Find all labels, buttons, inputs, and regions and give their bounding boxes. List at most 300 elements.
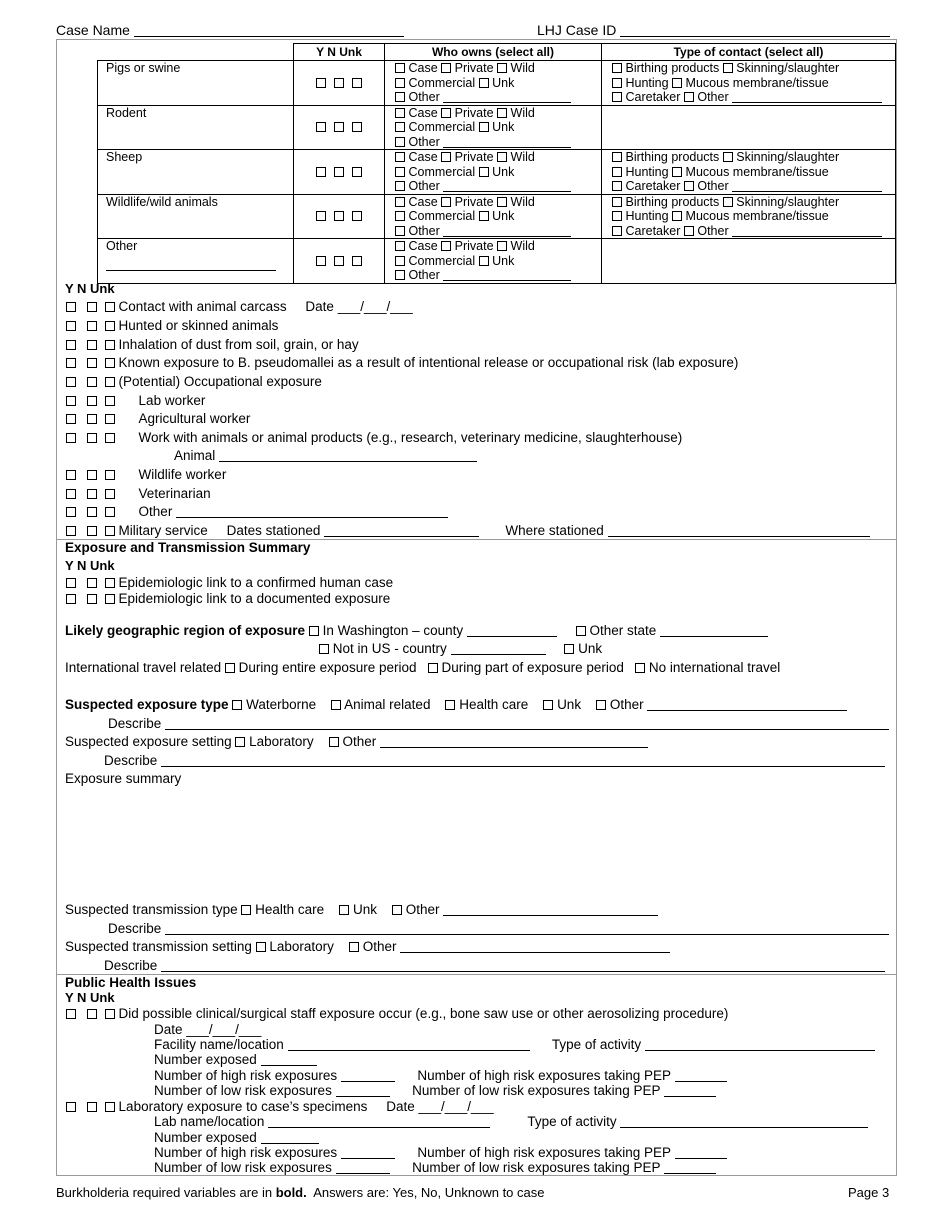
exposure-hunted-row [66,318,278,333]
owner-private-label: Private [454,239,494,253]
high-risk-pep-input[interactable] [675,1069,727,1082]
table-row [98,61,896,106]
no-checkbox[interactable] [334,167,344,177]
unk-checkbox[interactable] [105,302,115,312]
owner-unk-checkbox[interactable] [479,256,489,266]
type-describe-input[interactable] [165,717,889,730]
owner-private-checkbox[interactable] [441,241,451,251]
table-row [98,105,896,150]
unk-checkbox[interactable] [352,78,362,88]
owner-private-label: Private [454,194,494,209]
owner-other-input[interactable] [443,181,571,192]
no-checkbox[interactable] [87,470,97,480]
setting-lab-label: Laboratory [249,734,314,749]
unk-checkbox[interactable] [105,578,115,588]
trans-setting-label: Suspected transmission setting [65,939,252,954]
page-number: Page 3 [848,1185,890,1200]
yes-checkbox[interactable] [66,358,76,368]
occupational-label: (Potential) Occupational exposure [118,374,322,389]
epi-human-label: Epidemiologic link to a confirmed human case [118,575,394,590]
owner-case-checkbox[interactable] [395,152,405,162]
owner-commercial-checkbox[interactable] [395,211,405,221]
trans-health-care-checkbox[interactable] [241,905,251,915]
trans-setting-other-input[interactable] [400,940,670,953]
no-checkbox[interactable] [87,321,97,331]
exposure-occupational-row [66,374,322,389]
owner-case-checkbox[interactable] [395,63,405,73]
contact-birthing-checkbox[interactable] [612,152,622,162]
unk-checkbox[interactable] [105,1102,115,1112]
owner-unk-label: Unk [492,164,515,179]
yes-checkbox[interactable] [66,414,76,424]
owner-private-checkbox[interactable] [441,63,451,73]
unk-checkbox[interactable] [105,414,115,424]
intl-none-label: No international travel [648,660,781,675]
facility-row [154,1037,875,1052]
unk-checkbox[interactable] [105,526,115,536]
owner-other-checkbox[interactable] [395,92,405,102]
describe-label: Describe [104,958,158,973]
owner-wild-checkbox[interactable] [497,197,507,207]
susp-exposure-type-row [65,697,847,712]
date-input[interactable]: ___/___/___ [418,1099,494,1114]
contact-birthing-checkbox[interactable] [612,63,622,73]
contact-type-col-header: Type of contact (select all) [602,44,896,61]
table-row [98,194,896,239]
no-checkbox[interactable] [87,489,97,499]
trans-setting-describe-row [104,958,885,973]
number-exposed-label: Number exposed [154,1052,257,1067]
military-label: Military service [118,523,208,538]
describe-label: Describe [108,716,162,731]
yes-checkbox[interactable] [66,340,76,350]
no-checkbox[interactable] [334,211,344,221]
contact-hunting-label: Hunting [625,164,669,179]
activity-input[interactable] [620,1115,868,1128]
owner-wild-checkbox[interactable] [497,241,507,251]
contact-other-checkbox[interactable] [684,92,694,102]
low-risk-pep-label: Number of low risk exposures taking PEP [412,1083,661,1098]
unk-checkbox[interactable] [105,321,115,331]
work-animals-label: Work with animals or animal products (e.g., research, veterinary medicine, slaughterhouse) [138,430,683,445]
high-risk-pep-label: Number of high risk exposures taking PEP [417,1068,671,1083]
trans-lab-checkbox[interactable] [256,942,266,952]
dates-stationed-input[interactable] [324,524,479,537]
yes-checkbox[interactable] [66,578,76,588]
unk-checkbox[interactable] [352,167,362,177]
unk-checkbox[interactable] [105,489,115,499]
unk-checkbox[interactable] [352,256,362,266]
owner-unk-label: Unk [492,120,515,134]
type-unk-checkbox[interactable] [543,700,553,710]
high-risk-pep-input[interactable] [675,1146,727,1159]
contact-caretaker-label: Caretaker [625,90,681,104]
owner-commercial-checkbox[interactable] [395,122,405,132]
number-exposed-row [154,1052,317,1067]
yes-checkbox[interactable] [66,489,76,499]
owner-other-input[interactable] [443,226,571,237]
contact-birthing-label: Birthing products [625,194,720,209]
date-input[interactable]: ___/___/___ [186,1022,262,1037]
yes-checkbox[interactable] [316,211,326,221]
trans-other-input[interactable] [443,903,658,916]
owner-options [385,150,602,195]
owner-other-label: Other [408,223,440,238]
owner-other-label: Other [408,90,440,104]
activity-label: Type of activity [551,1037,642,1052]
no-checkbox[interactable] [87,507,97,517]
type-other-checkbox[interactable] [596,700,606,710]
geo-region-row-2 [319,641,602,656]
animal-field [174,448,477,463]
low-risk-label: Number of low risk exposures [154,1083,332,1098]
animal-name: Rodent [98,105,294,150]
not-in-us-checkbox[interactable] [319,644,329,654]
low-risk-input[interactable] [336,1161,390,1174]
no-checkbox[interactable] [87,414,97,424]
exposure-summary-area[interactable] [65,790,885,898]
yes-checkbox[interactable] [316,256,326,266]
owner-unk-checkbox[interactable] [479,167,489,177]
contact-other-checkbox[interactable] [684,226,694,236]
health-care-label: Health care [459,697,529,712]
yes-checkbox[interactable] [66,377,76,387]
owner-unk-checkbox[interactable] [479,122,489,132]
intl-travel-row [65,660,780,675]
contact-caretaker-checkbox[interactable] [612,92,622,102]
no-checkbox[interactable] [87,433,97,443]
facility-input[interactable] [288,1038,530,1051]
date-input[interactable]: ___/___/___ [337,299,413,314]
contact-mucous-label: Mucous membrane/tissue [685,164,829,179]
trans-setting-other-checkbox[interactable] [349,942,359,952]
lab-worker-label: Lab worker [138,393,206,408]
owner-options [385,61,602,106]
summary-title: Exposure and Transmission Summary [65,540,311,555]
lab-exposure-row [66,1099,494,1114]
owner-wild-checkbox[interactable] [497,108,507,118]
owner-private-checkbox[interactable] [441,108,451,118]
known-exposure-label: Known exposure to B. pseudomallei as a result of intentional release or occupational risk (lab exposure) [118,355,739,370]
susp-setting-row [65,734,648,749]
yes-checkbox[interactable] [316,167,326,177]
trans-unk-checkbox[interactable] [339,905,349,915]
trans-type-row [65,902,658,917]
owner-case-checkbox[interactable] [395,241,405,251]
unk-checkbox[interactable] [105,433,115,443]
military-row [66,523,870,538]
exposure-summary-label: Exposure summary [65,771,182,786]
occupation-wildlife-row [66,467,226,482]
yes-checkbox[interactable] [66,321,76,331]
not-in-us-label: Not in US - country [332,641,447,656]
lhj-case-id-label: LHJ Case ID [537,22,617,38]
occupation-other-input[interactable] [176,505,448,518]
footer-note-post: Answers are: Yes, No, Unknown to case [313,1185,545,1200]
owner-case-checkbox[interactable] [395,108,405,118]
unk-checkbox[interactable] [105,507,115,517]
contact-hunting-checkbox[interactable] [612,167,622,177]
waterborne-label: Waterborne [246,697,317,712]
type-describe-row [108,716,889,731]
owner-other-input[interactable] [443,270,571,281]
owner-case-checkbox[interactable] [395,197,405,207]
owner-unk-label: Unk [492,253,515,268]
low-risk-pep-input[interactable] [664,1084,716,1097]
yes-checkbox[interactable] [66,396,76,406]
yes-checkbox[interactable] [66,1009,76,1019]
contact-caretaker-checkbox[interactable] [612,226,622,236]
unk-checkbox[interactable] [105,396,115,406]
unk-checkbox[interactable] [105,470,115,480]
contact-caretaker-label: Caretaker [625,223,681,238]
owner-wild-checkbox[interactable] [497,152,507,162]
trans-other-checkbox[interactable] [392,905,402,915]
owner-commercial-checkbox[interactable] [395,167,405,177]
geo-unk-checkbox[interactable] [564,644,574,654]
yes-checkbox[interactable] [66,507,76,517]
yes-checkbox[interactable] [66,470,76,480]
contact-other-checkbox[interactable] [684,181,694,191]
trans-setting-describe-input[interactable] [161,959,885,972]
no-checkbox[interactable] [87,1009,97,1019]
date-label: Date [154,1022,183,1037]
occupation-vet-row [66,486,211,501]
in-wa-label: In Washington – county [322,623,464,638]
exposure-carcass-row [66,299,413,314]
contact-mucous-checkbox[interactable] [672,167,682,177]
no-checkbox[interactable] [87,594,97,604]
staff-exposure-row [66,1006,728,1021]
occupation-lab-row [66,393,205,408]
susp-type-label: Suspected exposure type [65,697,229,712]
contact-skinning-checkbox[interactable] [723,63,733,73]
unk-checkbox[interactable] [105,358,115,368]
no-checkbox[interactable] [87,302,97,312]
owner-case-label: Case [408,194,438,209]
low-risk-input[interactable] [336,1084,390,1097]
intl-label: International travel related [65,660,222,675]
animal-label: Animal [174,448,216,463]
contact-mucous-checkbox[interactable] [672,211,682,221]
contact-caretaker-checkbox[interactable] [612,181,622,191]
no-checkbox[interactable] [87,377,97,387]
trans-setting-row [65,939,670,954]
inhalation-label: Inhalation of dust from soil, grain, or hay [118,337,359,352]
yes-checkbox[interactable] [66,1102,76,1112]
owner-unk-checkbox[interactable] [479,211,489,221]
staff-date-row [154,1022,261,1037]
unk-checkbox[interactable] [352,122,362,132]
lab-name-label: Lab name/location [154,1114,265,1129]
contact-hunting-checkbox[interactable] [612,78,622,88]
yes-checkbox[interactable] [66,594,76,604]
owner-private-label: Private [454,105,494,120]
setting-other-checkbox[interactable] [329,737,339,747]
occupation-other-row [66,504,448,519]
high-risk-input[interactable] [341,1069,395,1082]
owner-private-label: Private [454,61,494,75]
owner-private-checkbox[interactable] [441,152,451,162]
contact-hunting-label: Hunting [625,75,669,90]
no-checkbox[interactable] [334,256,344,266]
owner-wild-label: Wild [510,150,535,164]
in-wa-checkbox[interactable] [309,626,319,636]
contact-options [602,194,896,239]
case-name-input[interactable] [134,24,404,37]
no-checkbox[interactable] [87,340,97,350]
owner-wild-checkbox[interactable] [497,63,507,73]
intl-part-checkbox[interactable] [428,663,438,673]
carcass-label: Contact with animal carcass [118,299,287,314]
trans-other-label: Other [405,902,440,917]
exposure-known-row [66,355,738,370]
wildlife-worker-label: Wildlife worker [138,467,227,482]
contact-birthing-label: Birthing products [625,150,720,164]
no-checkbox[interactable] [87,578,97,588]
county-input[interactable] [467,624,557,637]
owner-commercial-label: Commercial [408,253,476,268]
owner-other-checkbox[interactable] [395,270,405,280]
date-label: Date [386,1099,415,1114]
contact-birthing-checkbox[interactable] [612,197,622,207]
owner-options [385,105,602,150]
contact-other-label: Other [697,223,729,238]
number-exposed-input[interactable] [261,1131,319,1144]
owner-private-checkbox[interactable] [441,197,451,207]
describe-label: Describe [104,753,158,768]
activity-label: Type of activity [527,1114,617,1129]
trans-lab-label: Laboratory [269,939,334,954]
owner-commercial-label: Commercial [408,164,476,179]
owner-unk-label: Unk [492,209,515,223]
ynu-header: Y N Unk [65,281,115,296]
waterborne-checkbox[interactable] [232,700,242,710]
owner-wild-label: Wild [510,194,535,209]
unk-checkbox[interactable] [105,377,115,387]
ynu-checkboxes [294,194,385,239]
high-risk-pep-label: Number of high risk exposures taking PEP [417,1145,671,1160]
other-state-input[interactable] [660,624,768,637]
ynu-col-header: Y N Unk [294,44,385,61]
hunted-label: Hunted or skinned animals [118,318,279,333]
contact-mucous-label: Mucous membrane/tissue [685,209,829,223]
animal-input[interactable] [219,449,477,462]
owner-other-input[interactable] [443,137,571,148]
owner-wild-label: Wild [510,239,535,253]
owner-other-checkbox[interactable] [395,137,405,147]
contact-other-label: Other [697,179,729,193]
table-row [98,239,896,284]
lhj-case-id-field[interactable] [537,22,890,38]
yes-checkbox[interactable] [316,78,326,88]
no-checkbox[interactable] [87,526,97,536]
contact-mucous-label: Mucous membrane/tissue [685,75,829,90]
intl-entire-checkbox[interactable] [225,663,235,673]
contact-hunting-checkbox[interactable] [612,211,622,221]
public-health-title: Public Health Issues [65,975,197,990]
where-stationed-input[interactable] [608,524,870,537]
low-risk-pep-input[interactable] [664,1161,716,1174]
unk-checkbox[interactable] [105,340,115,350]
other-state-checkbox[interactable] [576,626,586,636]
unk-checkbox[interactable] [105,1009,115,1019]
no-checkbox[interactable] [87,396,97,406]
high-risk-input[interactable] [341,1146,395,1159]
contact-other-input[interactable] [732,181,882,192]
ynu-checkboxes [294,105,385,150]
susp-setting-label: Suspected exposure setting [65,734,232,749]
animal-related-checkbox[interactable] [331,700,341,710]
yes-checkbox[interactable] [66,526,76,536]
setting-lab-checkbox[interactable] [235,737,245,747]
owner-case-label: Case [408,61,438,75]
describe-label: Describe [108,921,162,936]
health-care-checkbox[interactable] [445,700,455,710]
contact-skinning-checkbox[interactable] [723,152,733,162]
yes-checkbox[interactable] [316,122,326,132]
owner-other-checkbox[interactable] [395,181,405,191]
animal-other-input[interactable] [106,260,276,271]
contact-other-input[interactable] [732,92,882,103]
number-exposed-input[interactable] [261,1053,317,1066]
animal-name: Sheep [98,150,294,195]
type-other-input[interactable] [647,698,847,711]
contact-caretaker-label: Caretaker [625,179,681,193]
contact-mucous-checkbox[interactable] [672,78,682,88]
epi-documented-label: Epidemiologic link to a documented exposure [118,591,391,606]
footer-note-pre: Burkholderia required variables are in [56,1185,273,1200]
case-name-field[interactable] [56,22,404,38]
contact-other-input[interactable] [732,226,882,237]
owner-unk-checkbox[interactable] [479,78,489,88]
occupation-agri-row [66,411,250,426]
occupation-other-label: Other [138,504,173,519]
unk-checkbox[interactable] [105,594,115,604]
setting-other-input[interactable] [380,735,648,748]
exposure-inhalation-row [66,337,359,352]
lab-name-input[interactable] [268,1115,490,1128]
lab-low-risk-row [154,1160,716,1175]
yes-checkbox[interactable] [66,433,76,443]
owner-other-input[interactable] [443,92,571,103]
yes-checkbox[interactable] [66,302,76,312]
where-stationed-label: Where stationed [505,523,604,538]
no-checkbox[interactable] [87,1102,97,1112]
country-input[interactable] [451,642,546,655]
unk-checkbox[interactable] [352,211,362,221]
staff-exposure-label: Did possible clinical/surgical staff exposure occur (e.g., bone saw use or other aerosolizing procedure) [118,1006,729,1021]
occupation-animals-row [66,430,682,445]
no-checkbox[interactable] [334,122,344,132]
activity-input[interactable] [645,1038,875,1051]
trans-describe-input[interactable] [165,922,889,935]
owner-other-checkbox[interactable] [395,226,405,236]
owner-wild-label: Wild [510,105,535,120]
lhj-case-id-input[interactable] [620,24,890,37]
owner-commercial-checkbox[interactable] [395,256,405,266]
no-checkbox[interactable] [87,358,97,368]
owner-commercial-checkbox[interactable] [395,78,405,88]
animal-col-header [98,44,294,61]
owner-commercial-label: Commercial [408,120,476,134]
setting-describe-input[interactable] [161,754,885,767]
no-checkbox[interactable] [334,78,344,88]
contact-skinning-checkbox[interactable] [723,197,733,207]
intl-none-checkbox[interactable] [635,663,645,673]
animal-name: Pigs or swine [98,61,294,106]
number-exposed-label: Number exposed [154,1130,257,1145]
